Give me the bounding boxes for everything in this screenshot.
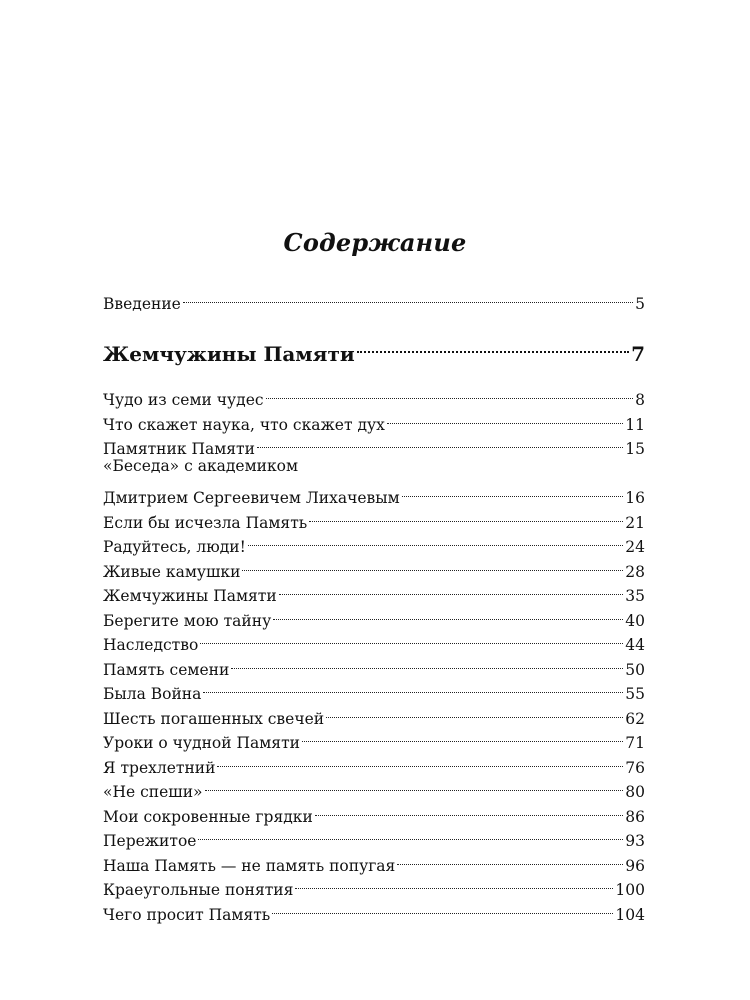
toc-entry [103,479,645,507]
dot-leader [231,650,623,675]
dot-leader [402,479,624,504]
toc-entry-label: Жемчужины Памяти [103,587,277,605]
toc-entry [103,454,645,479]
toc-entry-page: 5 [635,294,645,313]
toc-entry-page: 100 [615,881,645,899]
toc-entry-page: 35 [625,587,645,605]
toc-entry-label: Краеугольные понятия [103,881,294,899]
toc-entry-label: Радуйтесь, люди! [103,538,246,556]
table-of-contents [103,284,645,924]
toc-entry-page: 24 [625,538,645,556]
dot-leader [205,773,624,798]
toc-entry-label: Уроки о чудной Памяти [103,734,300,752]
dot-leader [198,822,623,847]
dot-leader [295,871,613,896]
toc-entry-list [103,381,645,924]
toc-entry-label: Чего просит Память [103,905,271,924]
toc-entry-page: 8 [635,391,645,409]
dot-leader [302,724,623,749]
toc-part-page: 7 [631,341,645,366]
toc-entry-page: 44 [625,636,645,654]
toc-entry-page: 11 [625,415,645,434]
toc-entry-page: 86 [625,807,645,826]
toc-entry-page: 93 [625,832,645,850]
dot-leader [315,797,623,822]
dot-leader [183,284,633,309]
toc-entry-label: Наследство [103,636,199,654]
toc-entry-page: 15 [625,440,645,458]
dot-leader [272,895,613,920]
dot-leader [257,430,623,455]
toc-entry-label: «Беседа» с академиком [103,457,299,475]
toc-entry-page: 104 [615,905,645,924]
dot-leader [248,528,623,553]
dot-leader [203,675,623,700]
toc-entry-label: Что скажет наука, что скажет дух [103,415,385,434]
dot-leader [326,699,623,724]
dot-leader [242,552,623,577]
dot-leader [357,331,629,361]
toc-entry-label: Память семени [103,660,230,679]
toc-entry-page: 40 [625,611,645,630]
toc-entry-label: Дмитрием Сергеевичем Лихачевым [103,489,400,507]
toc-entry-label: Памятник Памяти [103,440,255,458]
dot-leader [309,503,623,528]
dot-leader [387,405,623,430]
toc-entry-page: 71 [625,734,645,752]
page-title: Содержание [283,228,467,257]
toc-entry-label: Если бы исчезла Память [103,513,308,532]
dot-leader [217,748,623,773]
toc-entry-page: 62 [625,709,645,728]
toc-entry-intro [103,284,645,313]
toc-entry-page: 21 [625,513,645,532]
toc-entry-label: Берегите мою тайну [103,611,272,630]
toc-entry-label: Я трехлетний [103,758,216,777]
toc-entry-page: 50 [625,660,645,679]
toc-entry-label: Живые камушки [103,562,241,581]
toc-part-label: Жемчужины Памяти [103,341,355,366]
toc-entry-label: Была Война [103,685,202,703]
toc-entry-page: 55 [625,685,645,703]
toc-entry [103,381,645,409]
toc-entry-label: Шесть погашенных свечей [103,709,325,728]
toc-entry-label: «Не спеши» [103,783,203,801]
toc-entry-page: 96 [625,856,645,875]
toc-entry-page: 28 [625,562,645,581]
toc-entry-page: 16 [625,489,645,507]
toc-entry-page: 80 [625,783,645,801]
dot-leader [266,381,634,406]
dot-leader [200,626,623,651]
toc-entry-label: Мои сокровенные грядки [103,807,313,826]
dot-leader [273,601,623,626]
toc-entry-label: Пережитое [103,832,197,850]
dot-leader [279,577,624,602]
dot-leader [397,846,623,871]
toc-entry-label: Наша Память — не память попугая [103,856,396,875]
toc-entry-page: 76 [625,758,645,777]
toc-entry-label: Введение [103,294,181,313]
toc-part-heading [103,331,645,366]
toc-entry-label: Чудо из семи чудес [103,391,264,409]
